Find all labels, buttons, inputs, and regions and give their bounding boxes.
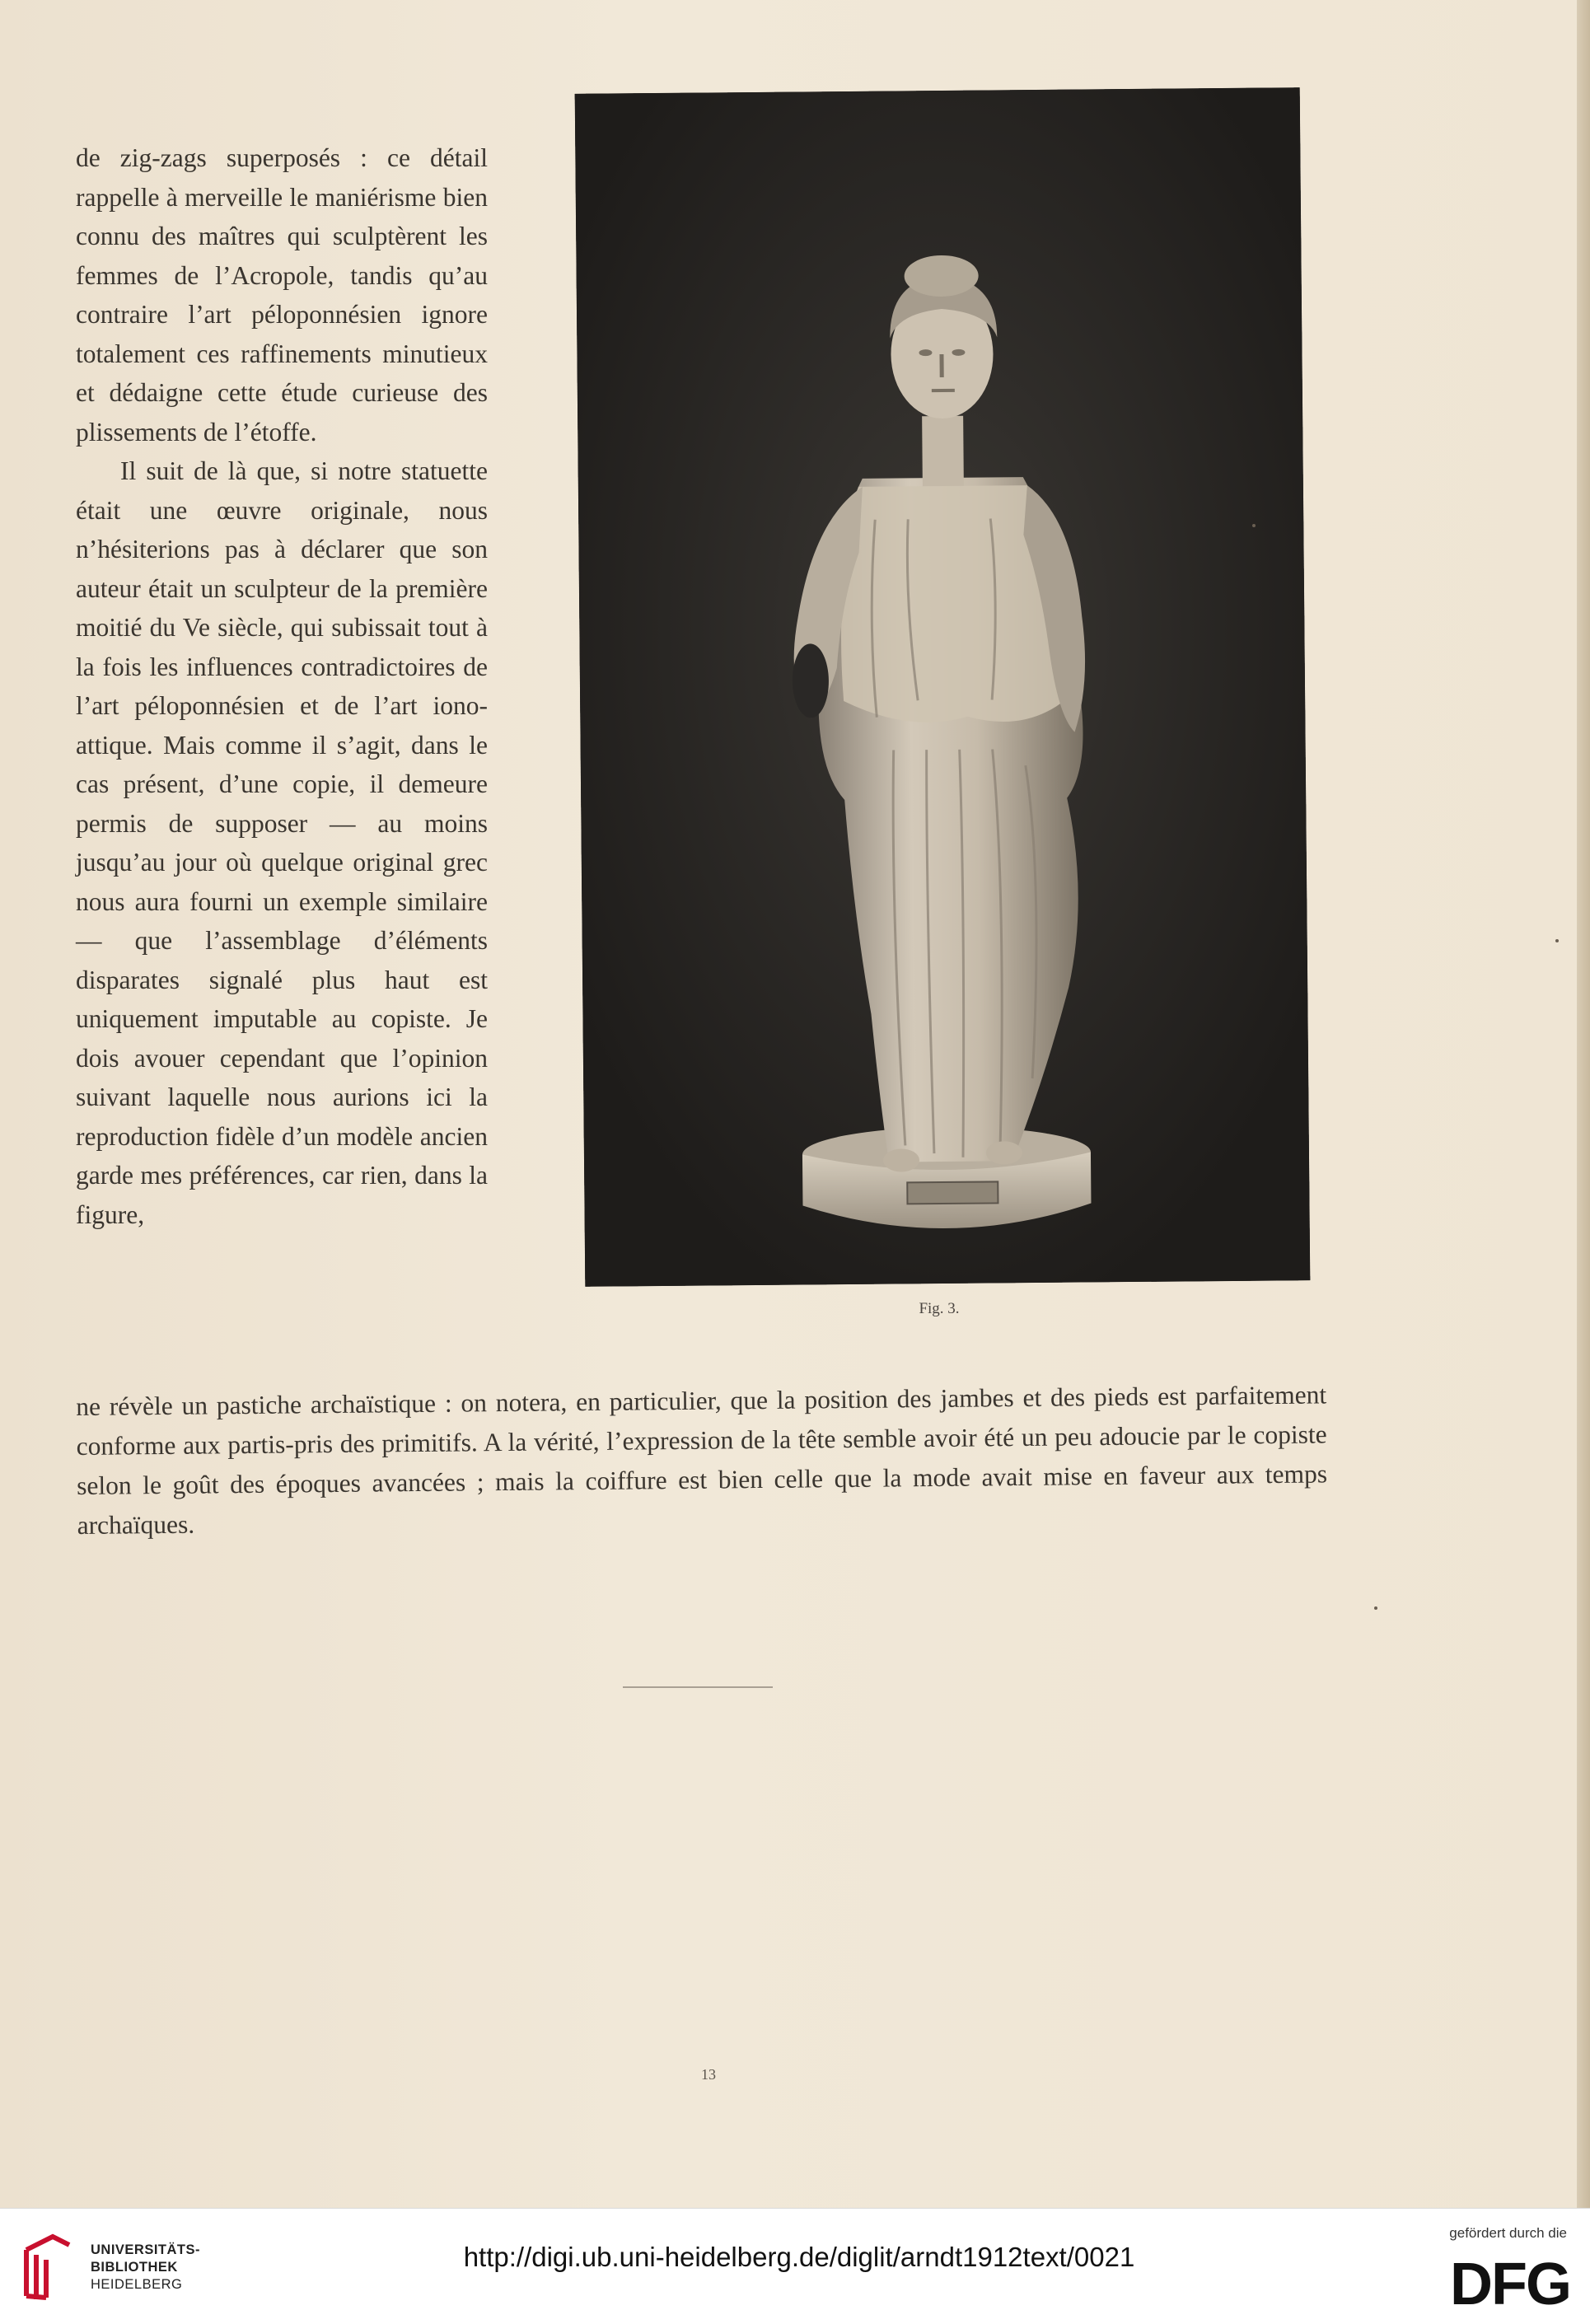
scan-speck: [1555, 939, 1559, 942]
university-library-logo-icon: [18, 2225, 79, 2304]
section-divider-rule: [623, 1686, 773, 1688]
paragraph-continuation: ne révèle un pastiche archaïstique : on notera, en particulier, que la position des jambes et des pieds est parfaitement conforme aux partis-pris des primitifs. A la vérité, l’expression de la tête semble avoir été un peu adoucie par le copiste selon le goût des époques avancées ; mais la coiffure est bien celle que la mode avait mise en faveur aux temps archaïques.: [76, 1380, 1328, 1540]
source-url-link[interactable]: http://digi.ub.uni-heidelberg.de/diglit/arndt1912text/0021: [463, 2242, 1135, 2272]
digitization-footer: [0, 2208, 1590, 2324]
page-edge: [1577, 0, 1590, 2208]
figure-caption: Fig. 3.: [919, 1300, 960, 1317]
library-name-line-2: BIBLIOTHEK: [91, 2260, 178, 2275]
paragraph-continued: de zig-zags superposés : ce détail rappelle à merveille le maniérisme bien connu des maîtres qui sculptèrent les femmes de l’Acropole, tandis qu’au contraire l’art péloponnésien ignore totalement ces raffinements minutieux et dédaigne cette étude curieuse des plissements de l’étoffe.: [76, 143, 488, 447]
paragraph-new: Il suit de là que, si notre statuette était une œuvre originale, nous n’hésiterions pas à déclarer que son auteur était un sculpteur de la première moitié du Ve siècle, qui subissait tout à la fois les influences contradictoires de l’art péloponnésien et de l’art iono-attique. Mais comme il s’agit, dans le cas présent, d’une copie, il demeure permis de supposer — au moins jusqu’au jour où quelque original grec nous aura fourni un exemple similaire — que l’assemblage d’éléments disparates signalé plus haut est uniquement imputable au copiste. Je dois avouer cependant que l’opinion suivant laquelle nous aurions ici la reproduction fidèle d’un modèle ancien garde mes préférences, car rien, dans la figure,: [76, 456, 488, 1229]
full-width-text: [76, 1375, 1328, 1545]
left-column-text: [76, 138, 488, 1234]
scan-speck: [1252, 524, 1256, 527]
dfg-logo: DFG: [1450, 2252, 1570, 2317]
library-name-line-1: UNIVERSITÄTS-: [91, 2242, 201, 2257]
funded-by-label: gefördert durch die: [1449, 2225, 1567, 2241]
scan-speck: [1374, 1606, 1377, 1610]
library-name-line-3: HEIDELBERG: [91, 2277, 183, 2292]
statue-figure-illustration: [575, 87, 1311, 1287]
page-number: 13: [701, 2066, 716, 2083]
statue-photograph: [575, 87, 1311, 1287]
library-name: [91, 2242, 200, 2294]
